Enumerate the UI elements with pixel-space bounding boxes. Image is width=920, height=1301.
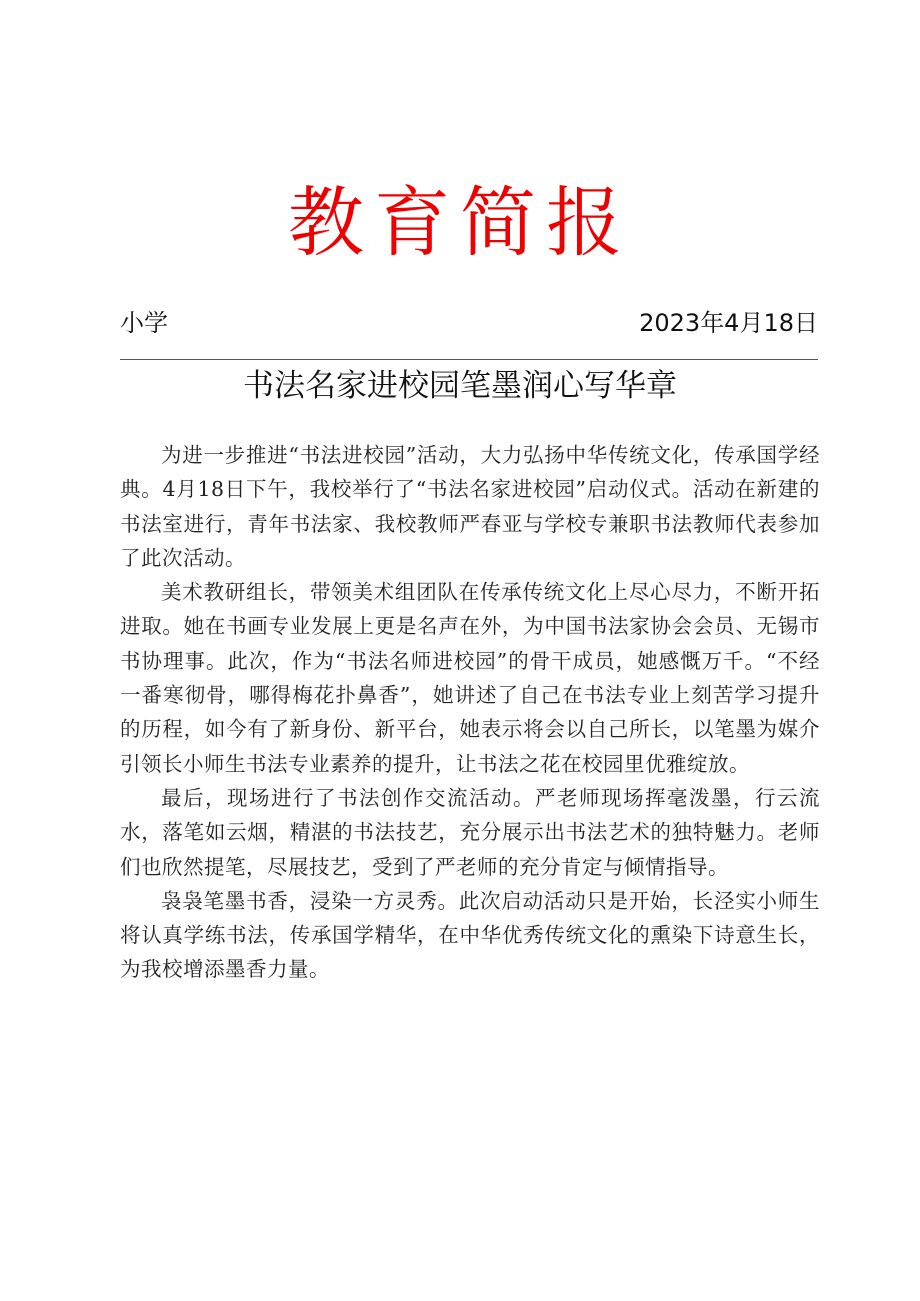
article-body <box>120 438 820 987</box>
paragraph-3: 最后，现场进行了书法创作交流活动。严老师现场挥毫泼墨，行云流水，落笔如云烟，精湛的书法技艺，充分展示出书法艺术的独特魅力。老师们也欣然提笔，尽展技艺，受到了严老师的充分肯定与倾情指导。 <box>120 785 820 879</box>
paragraph-4: 袅袅笔墨书香，浸染一方灵秀。此次启动活动只是开始，长泾实小师生将认真学练书法，传承国学精华，在中华优秀传统文化的熏染下诗意生长，为我校增添墨香力量。 <box>120 888 820 982</box>
paragraph-2: 美术教研组长，带领美术组团队在传承传统文化上尽心尽力，不断开拓进取。她在书画专业发展上更是名声在外，为中国书法家协会会员、无锡市书协理事。此次，作为“书法名师进校园”的骨干成员，她感慨万千。“不经一番寒彻骨，哪得梅花扑鼻香”，她讲述了自己在书法专业上刻苦学习提升的历程，如今有了新身份、新平台，她表示将会以自己所长，以笔墨为媒介引领长小师生书法专业素养的提升，让书法之花在校园里优雅绽放。 <box>120 580 820 776</box>
masthead-title: 教育简报 <box>288 178 632 267</box>
header-divider <box>120 359 818 360</box>
article-headline: 书法名家进校园笔墨润心写华章 <box>243 368 677 404</box>
issue-date: 2023年4月18日 <box>639 309 818 337</box>
paragraph-1: 为进一步推进“书法进校园”活动，大力弘扬中华传统文化，传承国学经典。4月18日下午，我校举行了“书法名家进校园”启动仪式。活动在新建的书法室进行，青年书法家、我校教师严春亚与学校专兼职书法教师代表参加了此次活动。 <box>120 443 820 570</box>
meta-row <box>120 305 818 341</box>
school-name: 小学 <box>120 309 168 337</box>
